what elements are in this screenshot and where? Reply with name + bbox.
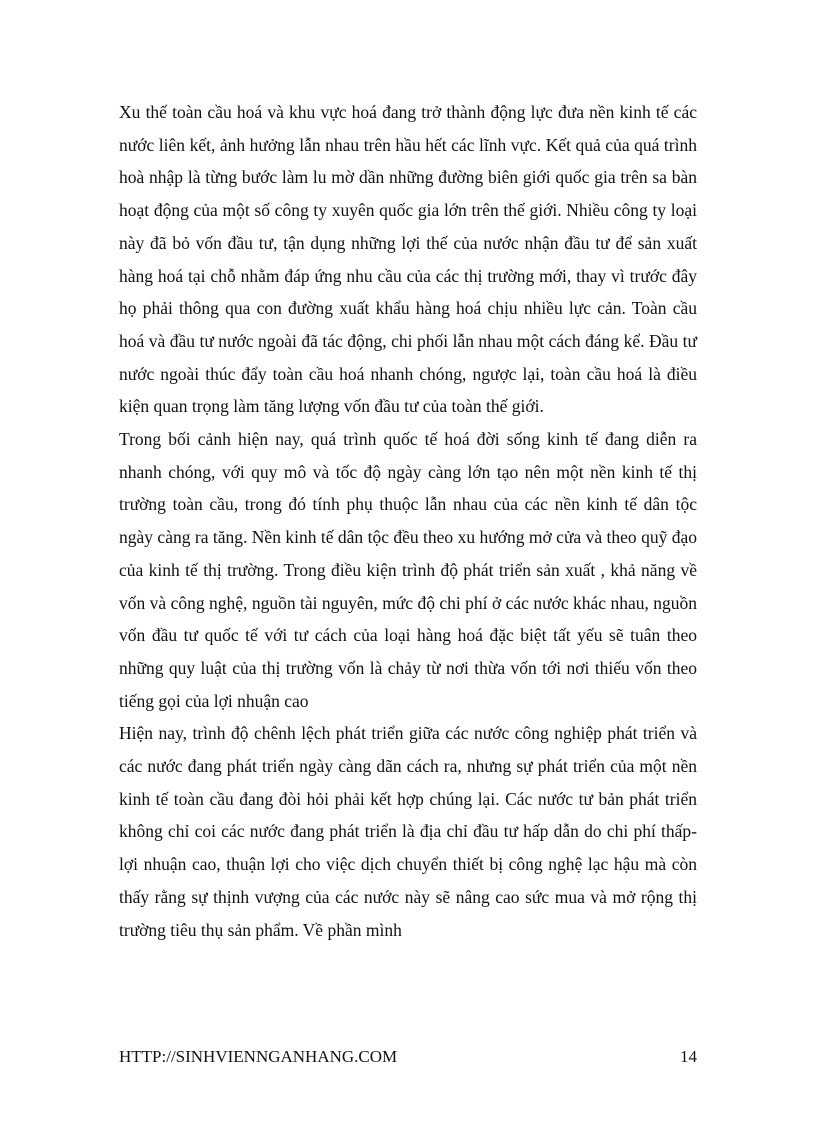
paragraph-context: Trong bối cảnh hiện nay, quá trình quốc tế hoá đời sống kinh tế đang diễn ra nhanh chóng, với quy mô và tốc độ ngày càng lớn tạo nên một nền kinh tế thị trường toàn cầu, trong đó tính phụ thuộc lẫn nhau của các nền kinh tế dân tộc ngày càng ra tăng. Nền kinh tế dân tộc đều theo xu hướng mở cửa và theo quỹ đạo của kinh tế thị trường. Trong điều kiện trình độ phát triển sản xuất , khả năng về vốn và công nghệ, nguồn tài nguyên, mức độ chi phí ở các nước khác nhau, nguồn vốn đầu tư quốc tế với tư cách của loại hàng hoá đặc biệt tất yếu sẽ tuân theo những quy luật của thị trường vốn là chảy từ nơi thừa vốn tới nơi thiếu vốn theo tiếng gọi của lợi nhuận cao bbox=[119, 429, 697, 711]
document-body bbox=[119, 96, 697, 946]
page-number: 14 bbox=[680, 1047, 697, 1066]
footer-website: HTTP://SINHVIENNGANHANG.COM bbox=[119, 1047, 398, 1066]
page-footer bbox=[119, 1046, 697, 1068]
paragraph-development-gap: Hiện nay, trình độ chênh lệch phát triển giữa các nước công nghiệp phát triển và các nước đang phát triển ngày càng dãn cách ra, nhưng sự phát triển của một nền kinh tế toàn cầu đang đòi hỏi phải kết hợp chúng lại. Các nước tư bản phát triển không chỉ coi các nước đang phát triển là địa chỉ đầu tư hấp dẫn do chi phí thấp-lợi nhuận cao, thuận lợi cho việc dịch chuyển thiết bị công nghệ lạc hậu mà còn thấy rằng sự thịnh vượng của các nước này sẽ nâng cao sức mua và mở rộng thị trường tiêu thụ sản phẩm. Về phần mình bbox=[119, 723, 697, 940]
paragraph-globalization: Xu thế toàn cầu hoá và khu vực hoá đang trở thành động lực đưa nền kinh tế các nước liên kết, ảnh hưởng lẫn nhau trên hầu hết các lĩnh vực. Kết quả của quá trình hoà nhập là từng bước làm lu mờ dần những đường biên giới quốc gia trên sa bàn hoạt động của một số công ty xuyên quốc gia lớn trên thế giới. Nhiều công ty loại này đã bỏ vốn đầu tư, tận dụng những lợi thế của nước nhận đầu tư để sản xuất hàng hoá tại chỗ nhằm đáp ứng nhu cầu của các thị trường mới, thay vì trước đây họ phải thông qua con đường xuất khẩu hàng hoá chịu nhiều lực cản. Toàn cầu hoá và đầu tư nước ngoài đã tác động, chi phối lẫn nhau một cách đáng kể. Đầu tư nước ngoài thúc đẩy toàn cầu hoá nhanh chóng, ngược lại, toàn cầu hoá là điều kiện quan trọng làm tăng lượng vốn đầu tư của toàn thế giới. bbox=[119, 102, 697, 417]
